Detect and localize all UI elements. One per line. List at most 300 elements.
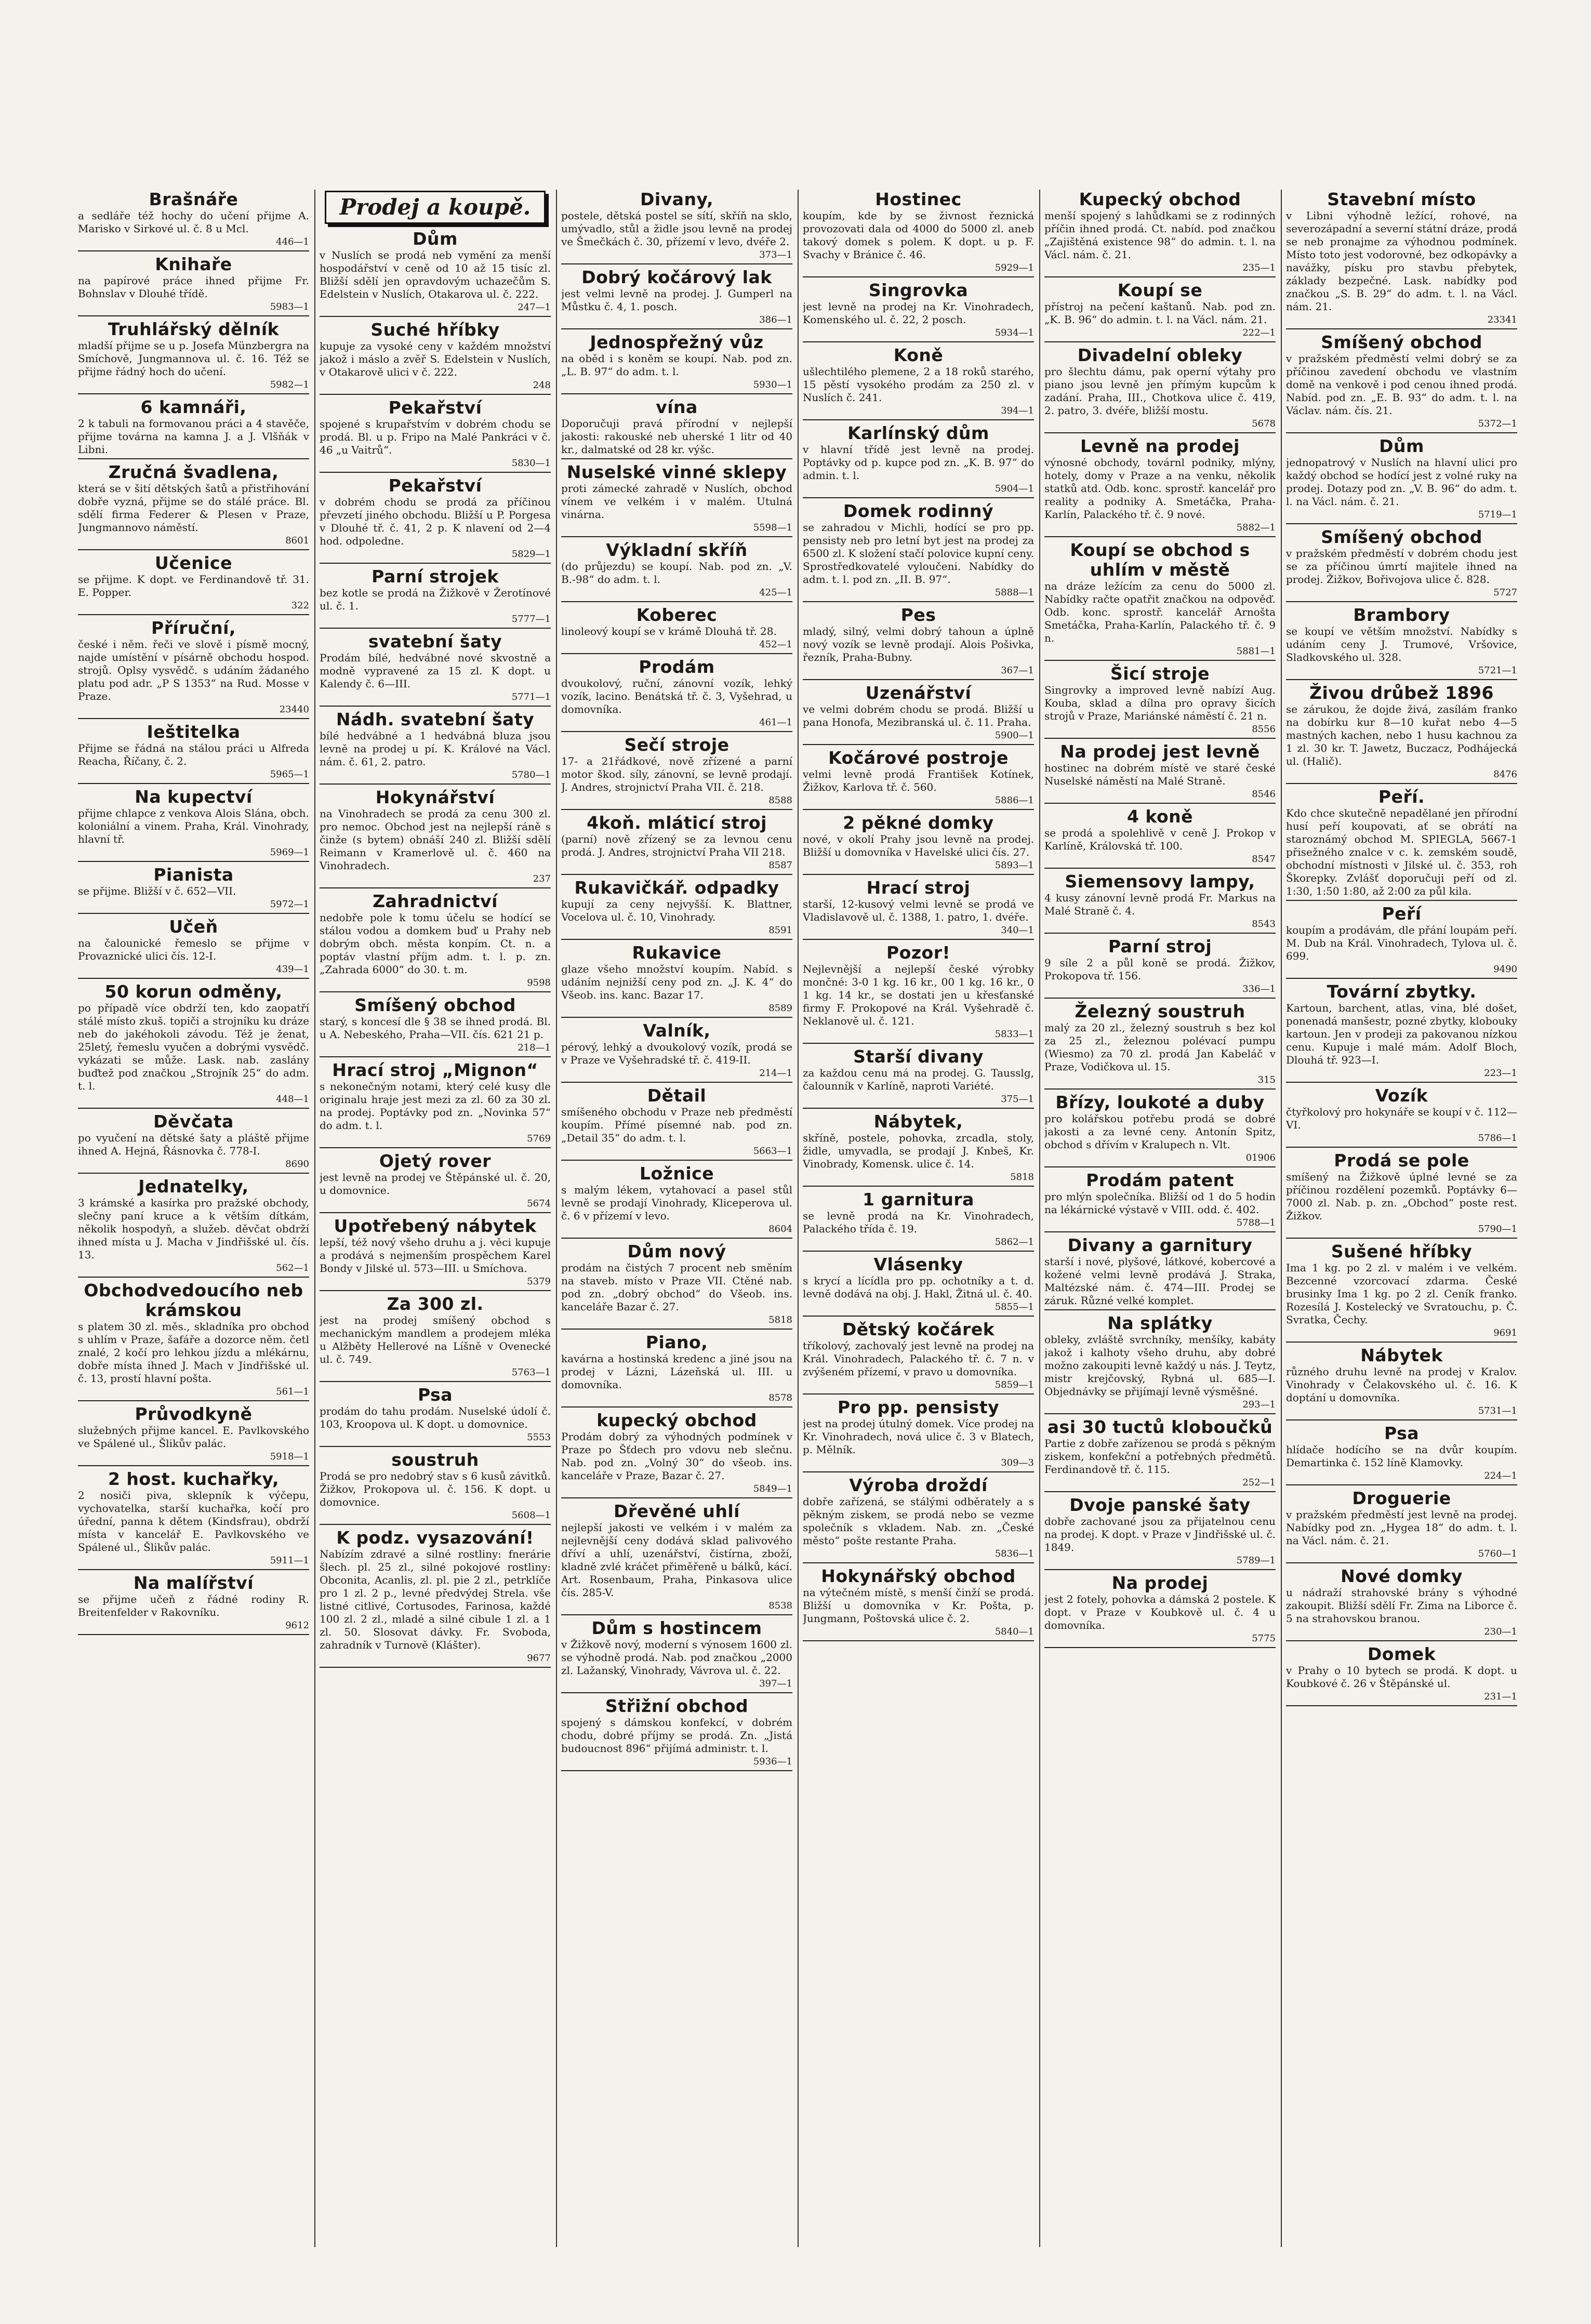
ad-code: 223—1 [1484, 1068, 1517, 1079]
classified-ad [78, 1177, 309, 1278]
ad-text [320, 496, 551, 548]
ad-code: 5763—1 [511, 1367, 551, 1378]
ad-title: Pekařství [388, 475, 482, 496]
ad-body: různého druhu levně na prodej v Kralov. Vinohrady v Čelakovského ul. č. 16. K doptání u domovníka. [1286, 1365, 1517, 1404]
classified-ad [1044, 281, 1276, 342]
ad-title: Koupí se [1117, 280, 1203, 300]
ad-body: skříně, postele, pohovka, zrcadla, stoly, židle, umyvadla, se prodají J. Knbeš, Kr. Vinobrady, Komensk. ulice č. 14. [803, 1132, 1034, 1170]
ad-code: 5900—1 [995, 730, 1034, 741]
ad-body: jednopatrový v Nuslích na hlavní ulici pro každý obchod se hodící jest z volné ruky na prodej. Dotazy pod zn. „V. B. 96“ do adm. t. l. na Václ. nám. č. 21. [1286, 456, 1517, 508]
ad-title: Pes [900, 605, 936, 625]
ad-title: Prodám patent [1086, 1170, 1234, 1190]
ad-body: se přijme učeň z řádné rodiny R. Breitenfelder v Rakovníku. [78, 1593, 309, 1618]
ad-code: 231—1 [1484, 1691, 1517, 1702]
ad-text [78, 638, 309, 703]
classified-ad [78, 255, 309, 316]
classified-ad [803, 501, 1034, 602]
ad-body: bílé hedvábné a 1 hedvábná bluza jsou levně na prodej u pí. K. Králové na Václ. nám. č. 61, 2. patro. [320, 729, 551, 768]
ad-body: v pražském předměstí v dobrém chodu jest se za příčinou úmrtí majitele ihned na prodej. Žižkov, Bořivojova ulice č. 828. [1286, 547, 1517, 586]
ad-body: smíšený na Žižkově úplné levné se za příčinou rozdělení pozemků. Poptávky 6—7000 zl. Nab. p. zn. „Obchod“ poste rest. Žižkov. [1286, 1171, 1517, 1222]
ad-text [1286, 1171, 1517, 1223]
ad-text [561, 1261, 792, 1313]
ad-body: ušlechtilého plemene, 2 a 18 roků starého, 15 pěstí vysokého prodám za 250 zl. v Nuslích č. 241. [803, 365, 1034, 404]
ad-text [1286, 1508, 1517, 1547]
ad-code: 5888—1 [995, 587, 1034, 598]
classified-ad [78, 1469, 309, 1570]
classified-ad [320, 320, 551, 395]
ad-body: Nabízím zdravé a silné rostliny: fnerárie šlech. pl. 25 zl., silné pokojové rostliny: Obconita, Acanlis, zl. pl. pie 2 zl., petrklíče pro 1 zl. 2 p., levné předvýdej Strela. vše listné citlivé, Cortusodes, Farinosa, každé 100 zl. 2 zl., mladé a silné cibule 1 zl. a 1 zl. 50. Slosovat dávky. Fr. Svoboda, zahradník v Turnově (Klášter). [320, 1548, 551, 1651]
classified-ad [803, 683, 1034, 745]
ad-title: Zručná švadlena, [108, 462, 279, 482]
classified-ad [561, 462, 792, 537]
ad-body: proti zámecké zahradě v Nuslích, obchod vínem ve velkém i v malém. Utulná vinárna. [561, 482, 792, 521]
ad-title: Peří. [1378, 787, 1425, 807]
ad-code: 5719—1 [1478, 509, 1517, 520]
classified-ad [561, 1333, 792, 1407]
ad-text [78, 1002, 309, 1093]
ad-title: Ojetý rover [379, 1151, 492, 1171]
ad-code: 322 [291, 600, 309, 611]
ad-body: 4 kusy zánovní levně prodá Fr. Markus na Malé Straně č. 4. [1044, 892, 1276, 917]
ad-text [1286, 456, 1517, 508]
ad-title: Brašnáře [149, 190, 238, 209]
ad-body: menší spojený s lahůdkami se z rodinných příčin ihned prodá. Ct. nabíd. pod značkou „Zajištěná existence 98“ do admin. t. l. na Václ. nám. č. 21. [1044, 209, 1276, 261]
classified-ad [1044, 664, 1276, 739]
ad-code: 5972—1 [270, 899, 309, 910]
ad-text [561, 677, 792, 716]
classified-ad [1044, 190, 1276, 277]
ad-body: v Nuslích se prodá neb vymění za menší hospodářství v ceně od 10 až 15 tisíc zl. Bližší sdělí jen opravdovým uchazečům S. Edelstein v Nuslích, Otakarova ul. č. 222. [320, 249, 551, 300]
ad-text [803, 300, 1034, 326]
classified-ad [561, 735, 792, 810]
classified-ad [803, 943, 1034, 1044]
ad-title: 2 pěkné domky [843, 813, 994, 833]
classified-ad [78, 1281, 309, 1401]
ad-text [1044, 1112, 1276, 1151]
ad-text [1044, 892, 1276, 918]
ad-title: Piano, [645, 1332, 708, 1352]
classified-ad [1044, 1495, 1276, 1570]
classified-ad [803, 1476, 1034, 1563]
ad-body: na čalounické řemeslo se přijme v Provaznické ulici čís. 12-I. [78, 937, 309, 962]
ad-title: Tovární zbytky. [1327, 981, 1477, 1002]
classified-ad [803, 1398, 1034, 1472]
ad-body: glaze všeho množství koupím. Nabíd. s udáním nejnižší ceny pod zn. „J. K. 4“ do Všeob. ins. kanc. Bazar 17. [561, 963, 792, 1001]
classified-ad [320, 1385, 551, 1447]
ad-title: Výkladní skříň [606, 540, 748, 560]
classified-ad [803, 813, 1034, 875]
ad-title: 4koň. mláticí stroj [587, 813, 767, 833]
ad-text [803, 1339, 1034, 1378]
ad-title: Dřevěné uhlí [614, 1501, 740, 1521]
ad-body: dobře zachované jsou za přijatelnou cenu na prodej. K dopt. v Praze v Jindřišské ul. č. 1849. [1044, 1515, 1276, 1553]
ad-text [803, 625, 1034, 664]
classified-ad [1286, 1346, 1517, 1420]
classified-ad [1044, 436, 1276, 537]
ad-title: Železný soustruh [1075, 1001, 1245, 1021]
ad-body: na výtečném místě, s menší činží se prodá. Bližší u domovníka v Kr. Pošta, p. Jungmann, Poštovská ulice č. 2. [803, 1586, 1034, 1625]
classified-ad [1044, 1573, 1276, 1648]
ad-text [803, 209, 1034, 261]
classified-ad [561, 1618, 792, 1693]
ad-title: Kupecký obchod [1079, 190, 1241, 209]
ad-title: Živou drůbež 1896 [1309, 683, 1494, 703]
ad-text [320, 587, 551, 613]
ad-body: Přijme se řádná na stálou práci u Alfreda Reacha, Říčany, č. 2. [78, 742, 309, 767]
classified-ad [803, 1047, 1034, 1109]
classified-ad [78, 787, 309, 862]
ad-title: Hokynářský obchod [821, 1566, 1016, 1586]
ad-code: 5829—1 [511, 549, 551, 560]
ad-code: 237 [533, 873, 551, 884]
ad-title: Nábytek, [873, 1111, 963, 1132]
ad-text [78, 274, 309, 300]
ad-code: 23341 [1487, 314, 1517, 325]
classified-ad [803, 190, 1034, 277]
ad-code: 5886—1 [995, 795, 1034, 806]
classified-ad [561, 1164, 792, 1239]
ad-code: 248 [533, 380, 551, 391]
ad-code: 5911—1 [270, 1555, 309, 1566]
ad-body: 2 nosiči piva, sklepník k výčepu, vychovatelka, starší kuchařka, kočí pro úřední, panna k dětem (Kindsfrau), obdrží místa v kancelář E. Pavlkovského ve Spálené ul., Šlikův palác. [78, 1489, 309, 1553]
ad-title: Psa [1384, 1423, 1420, 1443]
ad-body: 17- a 21řádkové, nově zřízené a parní motor škod. síly, zánovní, se levně prodají. J. Andres, strojnictví Praha VII. č. 218. [561, 755, 792, 793]
column-1 [78, 190, 309, 2257]
ad-body: Prodá se pro nedobrý stav s 6 kusů závitků. Žižkov, Prokopova ul. č. 156. K dopt. u domovnice. [320, 1470, 551, 1508]
classified-ad [561, 605, 792, 654]
ad-title: Nové domky [1341, 1566, 1463, 1586]
classified-ad [561, 333, 792, 394]
ad-text [320, 652, 551, 690]
ad-code: 5918—1 [270, 1451, 309, 1462]
ad-text [1286, 209, 1517, 313]
ad-code: 5780—1 [511, 769, 551, 780]
classified-ad [803, 1320, 1034, 1395]
ad-code: 5882—1 [1236, 522, 1276, 533]
ad-text [1044, 1515, 1276, 1554]
ad-code: 8556 [1252, 724, 1276, 735]
ad-body: s krycí a lícídla pro pp. ochotníky a t. d. levně dodává na obj. J. Hakl, Žitná ul. č. 40. [803, 1274, 1034, 1300]
ad-body: nejlepší jakosti ve velkém i v malém za nejlevnější ceny dodává sklad palivového dříví a uhlí, uzenářství, čistírna, zboží, kladně zvlé kráčet přiměřeně u bálků, kácí. Art. Rosenbaum, Praha, Pinkasova ulice čís. 285-V. [561, 1521, 792, 1599]
classified-ad [1044, 346, 1276, 433]
ad-text [561, 625, 792, 638]
classified-ad [1286, 605, 1517, 680]
classified-ad [320, 1450, 551, 1525]
classified-ad [78, 1573, 309, 1635]
ad-text [561, 898, 792, 924]
ad-code: 5727 [1493, 587, 1517, 598]
ad-code: 5663—1 [753, 1146, 792, 1157]
ad-title: Nábytek [1360, 1345, 1443, 1365]
ad-code: 5760—1 [1478, 1548, 1517, 1559]
ad-text [78, 742, 309, 768]
ad-code: 397—1 [759, 1678, 792, 1689]
ad-body: služebných přijme kancel. E. Pavlkovského ve Spálené ul., Šlikův palác. [78, 1424, 309, 1450]
ad-code: 5840—1 [995, 1626, 1034, 1637]
classified-ad [1286, 190, 1517, 329]
ad-body: za každou cenu má na prodej. G. Tausslg, čalounník v Karlíně, naproti Variété. [803, 1067, 1034, 1092]
ad-text [561, 1716, 792, 1755]
ad-text [1044, 957, 1276, 982]
classified-ad [78, 618, 309, 719]
classified-ad [320, 1294, 551, 1382]
ad-code: 5598—1 [753, 522, 792, 533]
ad-code: 8547 [1252, 854, 1276, 865]
ad-title: Jednospřežný vůz [590, 332, 764, 352]
ad-title: Nuselské vinné sklepy [566, 462, 787, 482]
column-2 [320, 190, 551, 2257]
ad-text [1286, 1664, 1517, 1690]
ad-title: Rukavice [632, 942, 722, 963]
ad-text [1286, 1106, 1517, 1132]
ad-body: prodám na čistých 7 procent neb směním na staveb. místo v Praze VII. Ctěné nab. pod zn. „dobrý obchod“ do Všeob. ins. kanceláře Bazar č. 27. [561, 1261, 792, 1313]
ad-body: jest na prodej smíšený obchod s mechanickým mandlem a prodejem mléka u Alžběty Hellerové na Líšně v Ovenecké ul. č. 749. [320, 1314, 551, 1365]
ad-title: Střižní obchod [605, 1696, 749, 1716]
ad-title: Ieštitelka [147, 722, 241, 742]
ad-title: Parní stroj [1108, 936, 1212, 957]
classified-ad [561, 1502, 792, 1615]
ad-code: 5862—1 [995, 1237, 1034, 1247]
ad-body: malý za 20 zl., železný soustruh s bez kol za 25 zl., železnou polévací pumpu (Wiesmo) za 70 zl. prodá Jan Kabeláč v Praze, Vodičkova ul. 15. [1044, 1021, 1276, 1073]
ad-title: Za 300 zl. [387, 1294, 484, 1314]
ad-title: Domek [1367, 1644, 1436, 1664]
ad-code: 222—1 [1242, 327, 1276, 338]
ad-body: koupím a prodávám, dle přání loupám peří. M. Dub na Král. Vinohradech, Tylova ul. č. 699. [1286, 924, 1517, 962]
ad-title: Domek rodinný [843, 501, 994, 521]
column-6 [1286, 190, 1517, 2257]
ad-text [561, 1352, 792, 1391]
ad-title: Vlásenky [873, 1254, 963, 1274]
ad-body: Nejlevnější a nejlepší české výrobky mončné: 3-0 1 kg. 16 kr., 00 1 kg. 16 kr., 0 1 kg. 14 kr., se dostati jen u křesťanské firmy F. Prokopové na Král. Vyšehradě č. Neklanově ul. č. 121. [803, 963, 1034, 1027]
classified-ad [561, 657, 792, 732]
classified-ad [320, 995, 551, 1057]
ad-text [78, 1593, 309, 1619]
ad-title: Droguerie [1352, 1488, 1451, 1508]
ad-title: Sečí stroje [624, 735, 730, 755]
classified-ad [803, 281, 1034, 342]
ad-body: v pražském předměstí velmi dobrý se za příčinou zavedení obchodu ve vlastním domě na venkově i pod cenou ihned prodá. Nabíd. pod zn. „E. B. 93“ do adm. t. l. na Václav. nám. čís. 21. [1286, 352, 1517, 417]
classified-page [78, 190, 1517, 2257]
ad-code: 8588 [768, 795, 792, 806]
ad-title: Dům s hostincem [591, 1618, 762, 1638]
ad-body: s nekonečným notami, který celé kusy dle originalu hraje jest mezi za zl. 60 za 30 zl. na prodej. Poptávky pod zn. „Novinka 57“ do adm. t. l. [320, 1080, 551, 1132]
ad-body: velmi levně prodá František Kotínek, Žižkov, Karlova tř. č. 560. [803, 768, 1034, 793]
ad-title: Na splátky [1107, 1313, 1213, 1333]
ad-code: 448—1 [276, 1094, 309, 1105]
classified-ad [803, 748, 1034, 810]
ad-title: Psa [417, 1385, 453, 1405]
ad-text [1286, 703, 1517, 768]
ad-text [1286, 924, 1517, 963]
classified-ad [78, 462, 309, 550]
ad-body: přijme chlapce z venkova Alois Slána, obch. koloniální a vinem. Praha, Král. Vinohrady, hlavní tř. [78, 807, 309, 845]
section-title: Prodej a koupě. [339, 194, 531, 220]
classified-ad [561, 1086, 792, 1161]
ad-title: Smíšený obchod [1321, 527, 1482, 547]
ad-code: 5731—1 [1478, 1405, 1517, 1416]
ad-body: jest levně na prodej na Kr. Vinohradech, Komenského ul. č. 22, 2 posch. [803, 300, 1034, 326]
classified-ad [78, 190, 309, 251]
ad-text [78, 1132, 309, 1158]
ad-text [561, 1041, 792, 1067]
column-divider [556, 190, 557, 2247]
ad-text [1044, 209, 1276, 261]
ad-body: v pražském předměstí jest levně na prodej. Nabídky pod zn. „Hygea 18“ do adm. t. l. na Václ. nám. č. 21. [1286, 1508, 1517, 1547]
classified-ad [1044, 1236, 1276, 1310]
ad-title: Hostinec [875, 190, 962, 209]
classified-ad [1044, 872, 1276, 934]
ad-text [320, 418, 551, 457]
ad-title: Ložnice [639, 1163, 714, 1184]
ad-body: se přijme. Bližší v č. 652—VII. [78, 885, 236, 897]
ad-body: jest levně na prodej ve Štěpánské ul. č. 20, u domovnice. [320, 1171, 551, 1197]
classified-ad [803, 1190, 1034, 1252]
ad-code: 5969—1 [270, 847, 309, 858]
ad-code: 8546 [1252, 789, 1276, 800]
ad-code: 5836—1 [995, 1548, 1034, 1559]
ad-body: hostinec na dobrém místě ve staré české Nuselské náměstí na Malé Straně. [1044, 762, 1276, 787]
ad-body: 9 síle 2 a půl koně se prodá. Žižkov, Prokopova tř. 156. [1044, 957, 1276, 982]
ad-code: 8543 [1252, 919, 1276, 929]
classified-ad [561, 1411, 792, 1498]
classified-ad [78, 722, 309, 784]
ad-code: 8587 [768, 860, 792, 871]
ad-title: Sušené hříbky [1331, 1241, 1473, 1261]
ad-code: 5674 [527, 1198, 551, 1209]
ad-title: soustruh [391, 1450, 479, 1470]
ad-text [1286, 352, 1517, 417]
ad-body: s malým lékem, vytahovací a pasel stůl levně se prodají Vinohrady, Kliceperova ul. č. 6 v přízemí v levo. [561, 1184, 792, 1222]
ad-body: v dobrém chodu se prodá za příčinou převzetí jiného obchodu. Bližší u P. Porgesa v Dlouhé tř. č. 41, 2 p. K nlavení od 2—4 hod. odpoledne. [320, 496, 551, 547]
ad-body: pro kolářskou potřebu prodá se dobré jakosti a za levné ceny. Antonín Spitz, obchod s dřívím v Kralupech n. Vlt. [1044, 1112, 1276, 1151]
ad-text [561, 287, 792, 313]
ad-code: 309—3 [1001, 1457, 1034, 1468]
ad-text [803, 1067, 1034, 1093]
ad-code: 5855—1 [995, 1302, 1034, 1312]
ad-code: 446—1 [276, 236, 309, 247]
ad-code: 5830—1 [511, 458, 551, 469]
ad-text [320, 249, 551, 301]
ad-text [803, 521, 1034, 586]
classified-ad [803, 1112, 1034, 1187]
classified-ad [561, 878, 792, 940]
classified-ad [561, 1696, 792, 1771]
ad-code: 439—1 [276, 964, 309, 975]
ad-text [1044, 456, 1276, 521]
ad-body: bez kotle se prodá na Žižkově v Žerotínové ul. č. 1. [320, 587, 551, 612]
ad-body: s platem 30 zl. měs., skladníka pro obchod s uhlím v Praze, šafáře a dozorce něm. četl znalé, 2 kočí pro lehkou jízdu a mlékárnu, dobře místa ihned J. Mach v Jindřišské ul. č. 13, prostí hlavní pošta. [78, 1320, 309, 1385]
ad-body: na papírové práce ihned přijme Fr. Bohnslav v Dlouhé třídě. [78, 274, 309, 300]
ad-text [1044, 365, 1276, 417]
column-divider [798, 190, 799, 2247]
ad-body: po vyučení na dětské šaty a pláště přijme ihned A. Hejná, Řásnovka č. 778-I. [78, 1132, 309, 1157]
ad-title: Hokynářství [375, 787, 495, 807]
ad-body: hlídače hodícího se na dvůr koupím. Demartinka č. 152 líně Klamovky. [1286, 1443, 1517, 1469]
ad-text [803, 1586, 1034, 1625]
ad-text [803, 833, 1034, 859]
ad-title: Uzenářství [865, 683, 972, 703]
classified-ad [320, 398, 551, 473]
ad-code: 8589 [768, 1003, 792, 1014]
ad-code: 9691 [1493, 1327, 1517, 1338]
ad-title: Karlínský dům [847, 423, 989, 443]
ad-text [1044, 1593, 1276, 1632]
ad-title: Parní strojek [372, 566, 499, 587]
ad-text [561, 560, 792, 586]
classified-ad [1044, 1417, 1276, 1492]
ad-text [320, 807, 551, 872]
ad-body: výnosné obchody, továrnl podniky, mlýny, hotely, domy v Praze a na venku, několik statků atd. Odb. konc. sprostř. kancelář pro reality a podniky A. Smetáčka, Praha-Karlín, Palackého tř. č. 9 nové. [1044, 456, 1276, 521]
ad-text [1044, 300, 1276, 326]
ad-code: 5775 [1252, 1633, 1276, 1644]
ad-title: Knihaře [155, 254, 232, 274]
ad-body: v Prahy o 10 bytech se prodá. K dopt. u Koubkové č. 26 v Štěpánské ul. [1286, 1664, 1517, 1690]
ad-body: starší, 12-kusový velmi levně se prodá ve Vladislavově ul. č. 1388, 1. patro, 1. dvéře. [803, 898, 1034, 923]
ad-text [78, 937, 309, 963]
ad-code: 8601 [285, 535, 309, 546]
ad-text [1044, 1333, 1276, 1398]
classified-ad [1286, 683, 1517, 784]
ad-text [1286, 1365, 1517, 1404]
ad-title: Koupí se obchod s uhlím v městě [1070, 540, 1250, 580]
ad-code: 230—1 [1484, 1626, 1517, 1637]
ad-title: Dětail [647, 1085, 707, 1106]
ad-title: Dům [1379, 436, 1424, 456]
ad-text [78, 1424, 309, 1450]
ad-body: pérový, lehký a dvoukolový vozík, prodá se v Praze ve Vyšehradské tř. č. 419-II. [561, 1041, 792, 1066]
ad-title: Prodám [639, 657, 715, 677]
ad-body: která se v šití dětských šatů a přistřihování dobře vyzná, přijme se do stálé práce. Bl. sdělí firma Federer & Plesen v Praze, Jungmannovo náměstí. [78, 482, 309, 534]
classified-ad [1044, 540, 1276, 661]
classified-ad [1286, 1086, 1517, 1148]
ad-text [78, 482, 309, 534]
classified-ad [78, 320, 309, 394]
ad-title: 2 host. kuchařky, [108, 1469, 280, 1489]
ad-text [78, 885, 309, 898]
ad-code: 5904—1 [995, 483, 1034, 494]
classified-ad [1286, 904, 1517, 979]
ad-text [561, 1184, 792, 1223]
ad-body: čtyřkolový pro hokynáře se koupí v č. 112—VI. [1286, 1106, 1517, 1131]
column-divider [314, 190, 315, 2247]
ad-title: kupecký obchod [596, 1410, 757, 1430]
ad-code: 5833—1 [995, 1029, 1034, 1040]
ad-code: 425—1 [759, 587, 792, 598]
classified-ad [320, 476, 551, 564]
classified-ad [320, 1216, 551, 1291]
ad-text [803, 1132, 1034, 1171]
ad-code: 5818 [1010, 1172, 1034, 1183]
ad-text [803, 963, 1034, 1028]
ad-text [320, 1236, 551, 1275]
ad-code: 5790—1 [1478, 1224, 1517, 1234]
ad-text [803, 1417, 1034, 1456]
classified-ad [561, 1021, 792, 1083]
ad-title: 4 koně [1126, 806, 1194, 827]
classified-ad [803, 1255, 1034, 1317]
ad-title: 50 korun odměny, [104, 981, 283, 1002]
ad-body: se koupí ve větším množství. Nabídky s udáním ceny J. Trumové, Vršovice, Sladkovského ul. 328. [1286, 625, 1517, 663]
classified-ad [78, 1112, 309, 1174]
ad-body: v hlavní třídě jest levně na prodej. Poptávky od p. kupce pod zn. „K. B. 97“ do admin. t. l. [803, 443, 1034, 482]
classified-ad [1044, 742, 1276, 804]
ad-text [1286, 1002, 1517, 1067]
ad-title: Siemensovy lampy, [1065, 871, 1255, 892]
ad-code: 561—1 [276, 1386, 309, 1397]
ad-code: 375—1 [1001, 1094, 1034, 1105]
ad-body: Ima 1 kg. po 2 zl. v malém i ve velkém. Bezcenné vzorcovací zdarma. České brusinky Ima 1 kg. po 2 zl. Ceník franko. Rozesílá J. Kostelecký ve Svratouchu, p. Č. Svratka, Čechy. [1286, 1261, 1517, 1326]
classified-ad [320, 567, 551, 629]
